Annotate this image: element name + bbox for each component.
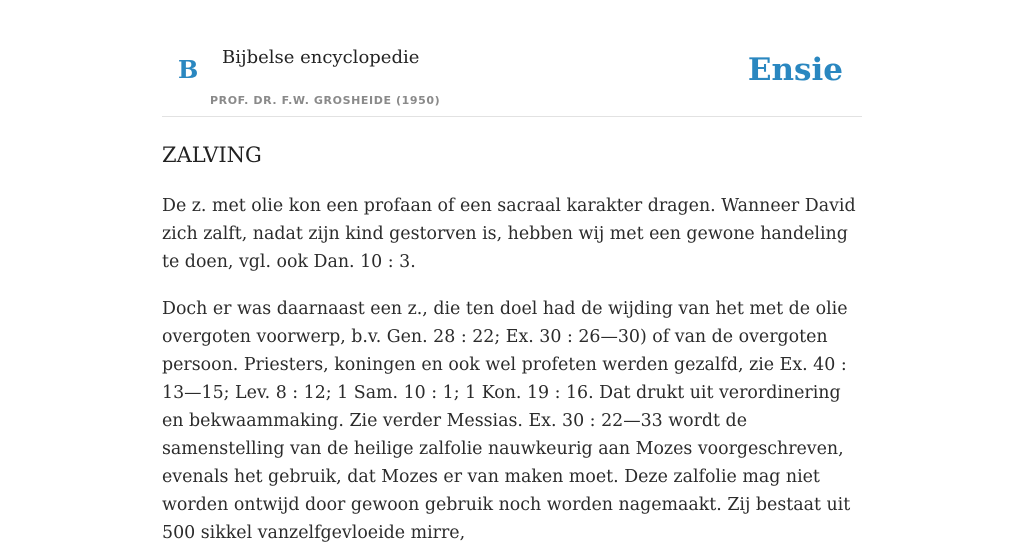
- ensie-brand-logo[interactable]: Ensie: [747, 52, 843, 88]
- article-paragraph: Doch er was daarnaast een z., die ten doel had de wijding van het met de olie overgoten voorwerp, b.v. Gen. 28 : 22; Ex. 30 : 26—30) of van de overgoten persoon. Priesters, koningen en ook wel profeten werden gezalfd, zie Ex. 40 : 13—15; Lev. 8 : 12; 1 Sam. 10 : 1; 1 Kon. 19 : 16. Dat drukt uit verordinering en bekwaammaking. Zie verder Messias. Ex. 30 : 22—33 wordt de samenstelling van de heilige zalfolie nauwkeurig aan Mozes voorgeschreven, evenals het gebruik, dat Mozes er van maken moet. Deze zalfolie mag niet worden ontwijd door gewoon gebruik noch worden nagemaakt. Zij bestaat uit 500 sikkel vanzelfgevloeide mirre,: [162, 299, 851, 543]
- article-title: ZALVING: [162, 143, 262, 167]
- book-logo-letter[interactable]: B: [178, 55, 199, 84]
- book-author-label: PROF. DR. F.W. GROSHEIDE (1950): [210, 94, 441, 107]
- article-paragraph: De z. met olie kon een profaan of een sacraal karakter dragen. Wanneer David zich zalft, nadat zijn kind gestorven is, hebben wij met een gewone handeling te doen, vgl. ook Dan. 10 : 3.: [162, 196, 856, 272]
- page-header: [162, 0, 862, 117]
- article: [162, 138, 862, 547]
- book-title-link[interactable]: Bijbelse encyclopedie: [222, 47, 420, 68]
